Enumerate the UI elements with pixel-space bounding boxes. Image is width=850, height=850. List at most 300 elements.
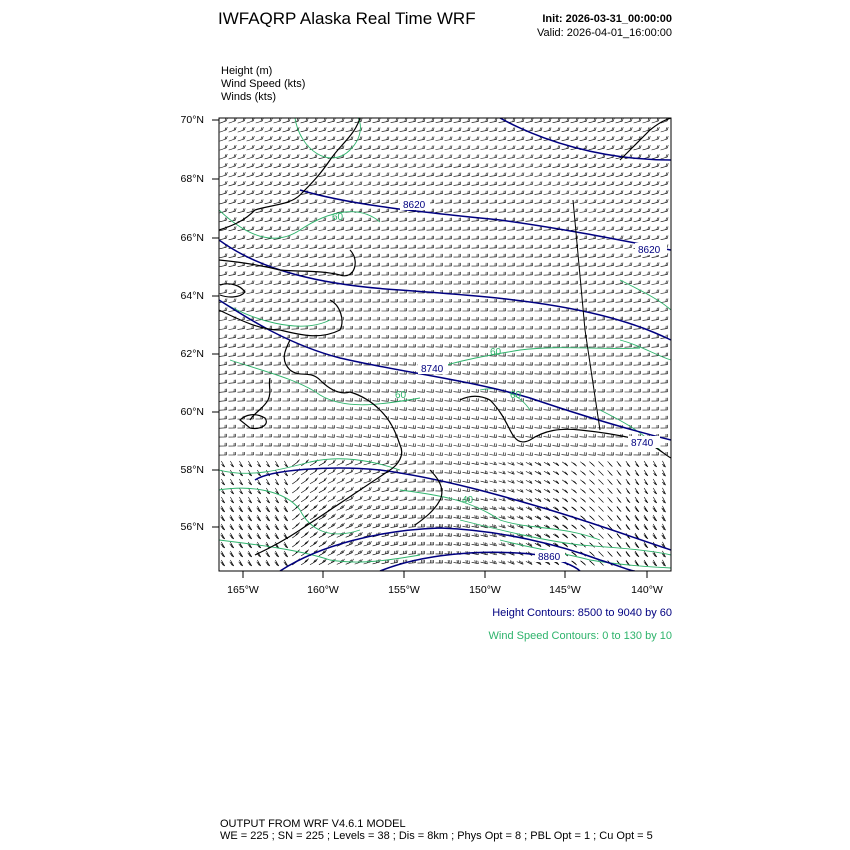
- wind-barb: [481, 443, 488, 446]
- wind-barb: [598, 190, 605, 194]
- wind-barb: [598, 317, 605, 320]
- wind-barb: [643, 308, 650, 312]
- wind-barb: [373, 541, 381, 546]
- wind-barb: [355, 236, 362, 240]
- wind-barb: [643, 371, 650, 374]
- wind-barb: [373, 452, 380, 455]
- wind-barb: [463, 164, 470, 168]
- wind-barb: [283, 263, 290, 267]
- wind-barb: [418, 452, 425, 455]
- wind-barb: [571, 389, 578, 392]
- wind-barb: [634, 217, 641, 221]
- wind-barb: [490, 155, 497, 159]
- wind-barb: [382, 487, 389, 491]
- wind-barb: [274, 407, 281, 410]
- wind-barb: [634, 235, 641, 239]
- coastline-path: [284, 340, 350, 393]
- wind-barb: [220, 262, 227, 266]
- wind-barb: [337, 434, 344, 437]
- wind-barb: [436, 551, 443, 554]
- wind-barb: [553, 154, 560, 158]
- wind-barb: [490, 164, 497, 168]
- wind-barb: [535, 281, 542, 284]
- wind-barb: [382, 118, 389, 122]
- wind-barb: [301, 559, 309, 565]
- wind-barb: [508, 362, 515, 365]
- wind-barb: [598, 290, 605, 294]
- height-contour-label: 8620: [403, 200, 426, 211]
- wind-barb: [490, 299, 497, 302]
- wind-barb: [517, 200, 524, 204]
- wind-barb: [544, 154, 552, 158]
- wind-barb: [220, 398, 227, 402]
- wind-barb: [643, 317, 650, 321]
- wind-barb: [508, 524, 515, 528]
- wind-barb: [247, 371, 254, 374]
- wind-barb: [382, 550, 389, 554]
- wind-barb: [445, 245, 452, 248]
- wind-barb: [409, 470, 416, 474]
- wind-barb: [598, 434, 605, 437]
- wind-barb: [230, 515, 234, 521]
- wind-barb: [355, 227, 362, 231]
- wind-barb: [247, 362, 254, 366]
- wind-barb: [589, 308, 596, 311]
- wind-barb: [427, 182, 434, 186]
- wind-contour-label: 60: [395, 390, 407, 401]
- wind-barb: [373, 335, 380, 338]
- wind-barb: [427, 218, 434, 222]
- wind-barb: [571, 344, 578, 347]
- wind-barb: [553, 534, 559, 538]
- wind-barb: [445, 335, 452, 338]
- wind-barb: [319, 452, 326, 455]
- wind-barb: [625, 389, 632, 392]
- wind-barb: [247, 244, 254, 248]
- wind-barb: [409, 452, 416, 455]
- wind-barb: [562, 281, 569, 284]
- wind-barb: [382, 407, 389, 410]
- wind-barb: [427, 461, 434, 464]
- wind-barb: [589, 118, 597, 123]
- wind-barb: [653, 461, 657, 467]
- wind-barb: [301, 380, 308, 383]
- wind-barb: [562, 534, 568, 538]
- wind-barb: [553, 281, 560, 284]
- wind-barb: [346, 281, 353, 284]
- wind-barb: [355, 299, 362, 302]
- wind-barb: [544, 145, 551, 149]
- wind-barb: [346, 182, 354, 186]
- wind-barb: [454, 272, 461, 275]
- wind-barb: [553, 371, 560, 374]
- wind-barb: [634, 272, 641, 276]
- wind-barb: [608, 479, 613, 484]
- wind-barb: [436, 191, 443, 195]
- wind-barb: [463, 434, 470, 437]
- wind-barb: [265, 281, 272, 285]
- wind-barb: [481, 236, 488, 239]
- wind-barb: [535, 380, 542, 383]
- wind-barb: [481, 254, 488, 257]
- wind-barb: [328, 236, 335, 240]
- wind-barb: [256, 344, 263, 348]
- wind-barb: [409, 533, 416, 537]
- wind-barb: [454, 560, 461, 563]
- wind-barb: [607, 335, 614, 338]
- wind-barb: [589, 507, 594, 512]
- wind-barb: [553, 182, 560, 186]
- wind-barb: [644, 497, 648, 503]
- wind-barb: [589, 173, 596, 177]
- wind-barb: [346, 326, 353, 329]
- wind-barb: [274, 290, 281, 294]
- wind-barb: [364, 200, 371, 204]
- wind-barb: [274, 452, 281, 455]
- wind-barb: [553, 118, 560, 122]
- wind-barb: [472, 227, 479, 230]
- wind-barb: [230, 461, 234, 467]
- wind-barb: [553, 398, 560, 401]
- wind-barb: [580, 471, 585, 476]
- coastline-path: [220, 284, 245, 297]
- wind-barb: [238, 280, 246, 284]
- wind-barb: [310, 362, 317, 365]
- wind-barb: [643, 263, 651, 267]
- wind-barb: [635, 542, 639, 548]
- wind-barb: [616, 272, 623, 276]
- wind-barb: [553, 480, 559, 484]
- lat-label: 64°N: [180, 290, 204, 302]
- wind-barb: [571, 263, 578, 267]
- wind-barb: [247, 452, 254, 455]
- wind-barb: [355, 290, 362, 293]
- wind-barb: [256, 226, 263, 230]
- wind-barb: [230, 542, 234, 548]
- wind-barb: [391, 272, 398, 275]
- wind-barb: [409, 362, 416, 365]
- wind-barb: [292, 181, 299, 185]
- wind-barb: [391, 523, 399, 527]
- wind-barb: [373, 425, 380, 428]
- wind-barb: [634, 163, 642, 168]
- wind-barb: [454, 254, 461, 257]
- wind-barb: [382, 290, 389, 293]
- wind-barb: [652, 452, 659, 455]
- wind-barb: [400, 416, 407, 419]
- wind-barb: [634, 208, 641, 212]
- lon-label: 160°W: [307, 584, 339, 596]
- wind-barb: [490, 380, 497, 383]
- wind-barb: [517, 308, 524, 311]
- wind-barb: [220, 353, 227, 357]
- wind-barb: [409, 443, 416, 446]
- wind-barb: [544, 200, 551, 204]
- wind-barb: [310, 127, 318, 132]
- wind-barb: [661, 181, 669, 186]
- wind-barb: [266, 542, 270, 548]
- wind-barb: [382, 425, 389, 428]
- wind-barb: [643, 290, 650, 294]
- wind-barb: [598, 136, 606, 141]
- wind-barb: [292, 335, 299, 338]
- wind-barb: [598, 443, 605, 446]
- wind-barb: [472, 326, 479, 329]
- wind-barb: [382, 209, 389, 213]
- wind-barb: [589, 543, 594, 548]
- wind-barb: [418, 542, 425, 545]
- wind-barb: [599, 507, 604, 512]
- wind-barb: [517, 362, 524, 365]
- wind-barb: [310, 227, 317, 231]
- wind-barb: [617, 488, 621, 493]
- wind-barb: [220, 344, 227, 348]
- wind-barb: [571, 172, 578, 176]
- wind-barb: [607, 290, 614, 294]
- wind-barb: [220, 289, 227, 293]
- wind-barb: [607, 245, 614, 249]
- wind-barb: [230, 479, 234, 485]
- wind-barb: [292, 452, 299, 455]
- wind-barb: [526, 254, 533, 257]
- wind-barb: [274, 308, 281, 312]
- wind-barb: [221, 542, 225, 548]
- wind-barb: [391, 514, 399, 518]
- wind-barb: [238, 226, 245, 230]
- wind-barb: [427, 227, 434, 230]
- wind-barb: [662, 506, 666, 512]
- wind-barb: [427, 236, 434, 239]
- wind-barb: [373, 272, 380, 275]
- wind-barb: [463, 218, 470, 222]
- height-contour-label: 8620: [638, 245, 661, 256]
- wind-barb: [508, 281, 515, 284]
- wind-barb: [598, 281, 605, 285]
- wind-barb: [355, 145, 362, 149]
- wind-barb: [517, 380, 524, 383]
- wind-barb: [373, 127, 380, 131]
- wind-barb: [346, 469, 354, 474]
- wind-barb: [364, 145, 371, 149]
- wind-barb: [535, 489, 541, 492]
- wind-barb: [301, 487, 309, 493]
- wind-barb: [266, 560, 270, 566]
- wind-barb: [472, 317, 479, 320]
- wind-barb: [562, 191, 569, 195]
- wind-barb: [634, 172, 642, 177]
- wind-barb: [625, 226, 633, 230]
- wind-barb: [382, 127, 389, 131]
- wind-barb: [517, 182, 524, 186]
- wind-barb: [653, 488, 657, 494]
- wind-barb: [472, 434, 479, 437]
- wind-barb: [490, 182, 497, 186]
- wind-barb: [517, 317, 524, 320]
- wind-barb: [391, 281, 398, 284]
- wind-barb: [544, 236, 551, 240]
- wind-barb: [292, 478, 299, 484]
- wind-barb: [247, 335, 254, 339]
- wind-barb: [517, 145, 525, 149]
- wind-barb: [643, 226, 650, 230]
- wind-barb: [266, 461, 270, 467]
- wind-barb: [508, 416, 515, 419]
- wind-barb: [499, 317, 506, 320]
- wind-barb: [652, 362, 659, 365]
- wind-barb: [301, 362, 308, 365]
- wind-barb: [418, 380, 425, 383]
- wind-barb: [346, 416, 353, 419]
- wind-barb: [310, 407, 317, 410]
- wind-barb: [472, 200, 479, 204]
- wind-barb: [229, 326, 236, 330]
- wind-barb: [445, 254, 452, 257]
- wind-barb: [274, 136, 282, 141]
- wind-barb: [355, 218, 362, 222]
- wind-barb: [626, 461, 630, 467]
- wind-barb: [409, 497, 416, 501]
- wind-barb: [490, 317, 497, 320]
- wind-barb: [373, 299, 380, 302]
- wind-barb: [292, 398, 299, 401]
- wind-barb: [220, 271, 227, 275]
- wind-barb: [229, 398, 236, 401]
- wind-barb: [535, 462, 541, 465]
- wind-barb: [436, 281, 443, 284]
- wind-barb: [238, 271, 245, 275]
- wind-barb: [499, 236, 506, 239]
- wind-barb: [436, 380, 443, 383]
- wind-barb: [490, 407, 497, 410]
- wind-barb: [409, 425, 416, 428]
- wind-barb: [283, 371, 290, 374]
- wind-barb: [328, 118, 336, 123]
- lat-label: 60°N: [180, 406, 204, 418]
- wind-barb: [571, 489, 576, 493]
- wind-barb: [247, 434, 254, 437]
- wind-barb: [292, 425, 299, 428]
- wind-barb: [409, 542, 416, 546]
- wind-barb: [535, 164, 543, 168]
- wind-barb: [328, 136, 335, 140]
- wind-barb: [301, 407, 308, 410]
- wind-barb: [382, 326, 389, 329]
- wind-barb: [319, 362, 326, 365]
- wind-barb: [391, 218, 398, 222]
- wind-barb: [418, 182, 425, 186]
- wind-barb: [418, 155, 425, 159]
- wind-barb: [544, 344, 551, 347]
- wind-barb: [364, 478, 372, 483]
- wind-barb: [571, 525, 576, 529]
- wind-barb: [238, 208, 245, 213]
- wind-barb: [517, 254, 524, 257]
- wind-barb: [418, 488, 425, 491]
- wind-barb: [310, 443, 317, 446]
- wind-barb: [418, 506, 425, 509]
- wind-barb: [544, 245, 551, 249]
- wind-barb: [436, 416, 443, 419]
- wind-barb: [580, 452, 587, 455]
- wind-barb: [599, 480, 604, 485]
- wind-barb: [598, 118, 606, 123]
- wind-barb: [221, 497, 225, 503]
- wind-barb: [625, 299, 632, 303]
- wind-barb: [445, 506, 452, 509]
- wind-barb: [391, 182, 398, 186]
- wind-barb: [418, 434, 425, 437]
- wind-barb: [355, 550, 363, 555]
- wind-barb: [652, 172, 660, 177]
- wind-barb: [499, 326, 506, 329]
- wind-barb: [562, 317, 569, 320]
- wind-barb: [292, 362, 299, 365]
- wind-barb: [472, 245, 479, 248]
- wind-barb: [472, 425, 479, 428]
- wind-barb: [400, 263, 407, 266]
- wind-barb: [382, 371, 389, 374]
- wind-barb: [337, 443, 344, 446]
- wind-barb: [373, 236, 380, 240]
- wind-barb: [490, 308, 497, 311]
- wind-barb: [526, 443, 533, 446]
- wind-barb: [247, 217, 254, 221]
- wind-contour: [219, 300, 330, 326]
- wind-barb: [355, 344, 362, 347]
- wind-barb: [238, 443, 245, 446]
- wind-barb: [382, 353, 389, 356]
- wind-barb: [319, 181, 326, 185]
- wind-barb: [589, 227, 596, 231]
- wind-barb: [589, 380, 596, 383]
- wind-barb: [346, 407, 353, 410]
- wind-barb: [517, 462, 523, 465]
- wind-barb: [517, 281, 524, 284]
- lat-label: 66°N: [180, 232, 204, 244]
- wind-barb: [409, 479, 416, 483]
- wind-barb: [283, 163, 291, 168]
- wind-barb: [337, 191, 344, 195]
- wind-barb: [544, 416, 551, 419]
- wind-barb: [580, 561, 585, 566]
- wind-barb: [508, 136, 516, 140]
- wind-barb: [445, 353, 452, 356]
- wind-barb: [364, 164, 372, 168]
- wind-barb: [346, 505, 354, 510]
- wind-barb: [553, 263, 560, 266]
- wind-barb: [310, 290, 317, 294]
- wind-barb: [626, 551, 630, 557]
- wind-barb: [400, 380, 407, 383]
- wind-barb: [463, 263, 470, 266]
- wind-barb: [436, 146, 443, 150]
- wind-barb: [265, 244, 273, 248]
- wind-barb: [265, 434, 272, 437]
- wind-barb: [337, 487, 345, 493]
- wind-barb: [230, 560, 234, 566]
- wind-barb: [337, 118, 345, 123]
- wind-barb: [256, 443, 263, 446]
- wind-barb: [508, 480, 515, 483]
- wind-barb: [301, 118, 309, 123]
- wind-barb: [274, 263, 281, 267]
- wind-barb: [400, 136, 408, 140]
- wind-barb: [427, 146, 434, 150]
- wind-barb: [635, 506, 639, 512]
- wind-barb: [517, 245, 524, 248]
- wind-barb: [346, 290, 353, 293]
- wind-barb: [346, 523, 354, 528]
